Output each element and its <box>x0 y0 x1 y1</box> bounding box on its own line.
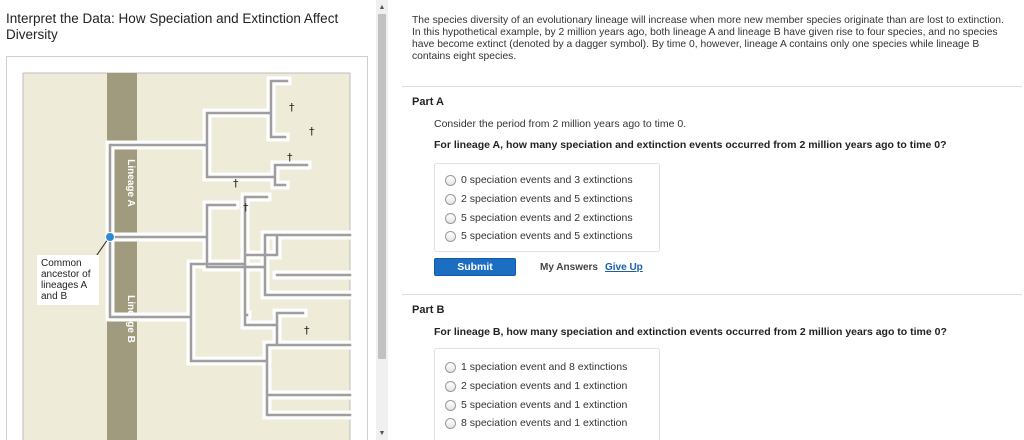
radio-button[interactable] <box>445 194 456 205</box>
scroll-up-icon[interactable]: ▲ <box>378 4 386 11</box>
right-pane <box>388 0 1024 440</box>
scrollbar[interactable] <box>376 0 388 440</box>
phylogeny-tree <box>7 57 369 440</box>
ancestor-node <box>106 233 115 242</box>
part-b-option[interactable]: 5 speciation events and 1 extinction <box>445 398 627 412</box>
radio-button[interactable] <box>445 362 456 373</box>
phylogeny-figure <box>6 56 368 440</box>
radio-button[interactable] <box>445 381 456 392</box>
extinction-dagger: † <box>233 177 239 190</box>
radio-button[interactable] <box>445 418 456 429</box>
extinction-dagger: † <box>304 324 310 337</box>
extinction-dagger: † <box>309 125 315 138</box>
radio-button[interactable] <box>445 400 456 411</box>
part-a-option[interactable]: 5 speciation events and 2 extinctions <box>445 211 633 225</box>
part-b-question: For lineage B, how many speciation and extinction events occurred from 2 million years ago to time 0? <box>434 326 947 338</box>
part-a-option[interactable]: 2 speciation events and 5 extinctions <box>445 192 633 206</box>
submit-button[interactable]: Submit <box>434 258 516 276</box>
give-up-link[interactable]: Give Up <box>605 262 643 273</box>
extinction-dagger: † <box>289 101 295 114</box>
part-b-option[interactable]: 2 speciation events and 1 extinction <box>445 379 627 393</box>
scroll-thumb[interactable] <box>378 14 386 359</box>
left-pane <box>0 0 376 440</box>
part-b-options <box>434 348 660 440</box>
part-b-option[interactable]: 8 speciation events and 1 extinction <box>445 416 627 430</box>
part-a-instruction: Consider the period from 2 million years ago to time 0. <box>434 118 687 130</box>
intro-text: The species diversity of an evolutionary lineage will increase when more new member species originate than are lost to extinction. In this hypothetical example, by 2 million years ago, both lineage A and lineage B have given rise to four species, and no species have become extinct (denoted by a dagger symbol). By time 0, however, lineage A contains only one species while lineage B contains eight species. <box>412 15 1004 62</box>
extinction-dagger: † <box>287 151 293 164</box>
scroll-down-icon[interactable]: ▼ <box>378 430 386 437</box>
divider <box>402 86 1022 87</box>
part-a-options <box>434 163 660 252</box>
part-b-option[interactable]: 1 speciation event and 8 extinctions <box>445 360 627 374</box>
radio-button[interactable] <box>445 213 456 224</box>
part-a-option[interactable]: 0 speciation events and 3 extinctions <box>445 173 633 187</box>
part-a-label: Part A <box>412 96 444 108</box>
svg-text:ancestor of: ancestor of <box>41 269 91 280</box>
svg-text:lineages A: lineages A <box>41 280 88 291</box>
radio-button[interactable] <box>445 231 456 242</box>
ancestor-label <box>37 255 99 305</box>
extinction-dagger: † <box>243 201 249 214</box>
lineage-a-label: Lineage A <box>125 159 136 207</box>
page-title: Interpret the Data: How Speciation and Extinction Affect Diversity <box>6 11 339 42</box>
lineage-b-label: Lineage B <box>125 295 136 343</box>
part-b-label: Part B <box>412 304 445 316</box>
svg-text:Common: Common <box>41 258 82 269</box>
divider <box>402 294 1022 295</box>
radio-button[interactable] <box>445 175 456 186</box>
part-a-option[interactable]: 5 speciation events and 5 extinctions <box>445 229 633 243</box>
svg-text:and B: and B <box>41 291 68 302</box>
part-a-question: For lineage A, how many speciation and extinction events occurred from 2 million years ago to time 0? <box>434 139 947 151</box>
my-answers-link[interactable]: My Answers <box>540 262 598 273</box>
